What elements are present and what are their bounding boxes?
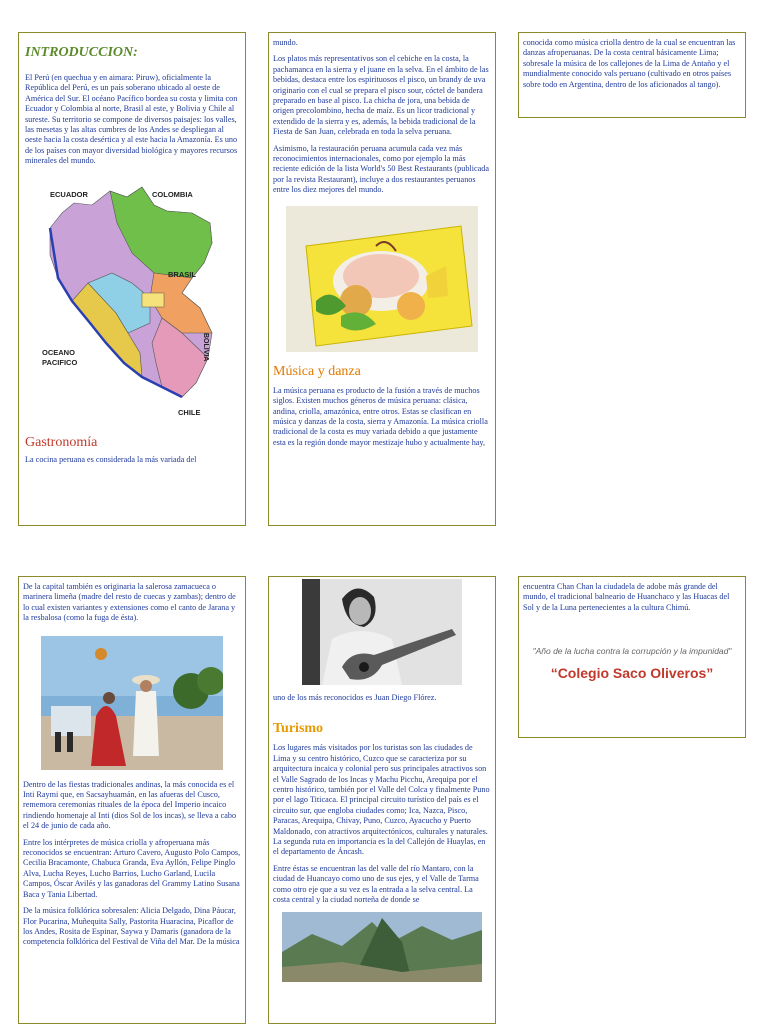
panel-turismo bbox=[268, 576, 496, 1024]
panel-introduccion bbox=[18, 32, 246, 526]
map-label-oceano: OCEANO bbox=[42, 347, 75, 357]
intro-text: El Perú (en quechua y en aimara: Piruw), oficialmente la República del Perú, es un país soberano ubicado al oeste de América del Sur. El océano Pacífico bordea su costa y limita con Ecuador y Colombia al norte, Brasil al este, y Bolivia y Chile al sureste. Su territorio se compone de diversos paisajes: los valles, las mesetas y las altas cumbres de los Andes se despliegan al oeste hacia la costa desértica y al este hacia la Amazonía. Es uno de los países con mayor diversidad biológica y mayores recursos minerales del mundo. bbox=[25, 73, 238, 166]
school-name: “Colegio Saco Oliveros” bbox=[550, 665, 714, 682]
motto-text: "Año de la lucha contra la corrupción y la impunidad" bbox=[532, 646, 732, 657]
marinera-text: De la capital también es originaria la salerosa zamacueca o marinera limeña (madre del resto de cuecas y zambas); dentro de lo cual existen variantes y extensiones como el canto de Jarana y la resbalosa (como la fuga de ésta). bbox=[23, 582, 236, 623]
continued-text: mundo. bbox=[273, 38, 298, 47]
lugares-text: Los lugares más visitados por los turistas son las ciudades de Lima y su centro histórico, Cuzco que se caracteriza por su arquitectura incaica y colonial pero sus principales atractivos son el Valle Sagrado de los Incas y Machu Picchu, Arequipa por el centro histórico, también por el Valle del Colca y finalmente Puno por el lago Titicaca. El principal circuito turístico del país es el circuito sur, que engloba ciudades como; Ica, Nazca, Pisco, Paracas, Arequipa, Chivay, Puno, Cuzco, Ayacucho y Puerto Maldonado, con atractivos arquitectónicos, culturales y naturales. La segunda ruta en importancia es la del Callejón de Huaylas, en el departamento de Áncash. bbox=[273, 743, 490, 857]
panel-fiestas bbox=[18, 576, 246, 1024]
valles-text: Entre éstas se encuentran las del valle del río Mantaro, con la ciudad de Huancayo como uno de sus ejes, y el Valle de Tarma como otro eje que a su vez es la entrada a la selva central. La costa central y la ciudad norteña de donde se bbox=[273, 863, 479, 905]
machu-picchu-image bbox=[282, 912, 482, 982]
musica-criolla-text: conocida como música criolla dentro de la cual se encuentran las danzas afroperuanas. De la costa central básicamente Lima; sobresale la música de los callejones de la Lima de Antaño y el mundialmente conocido vals peruano (cultivado en otros países sobre todo en Argentina, dentro de los aficionados al tango). bbox=[523, 38, 736, 89]
peru-map-image bbox=[32, 183, 232, 429]
folklorica-text: De la música folklórica sobresalen: Alicia Delgado, Dina Páucar, Flor Pucarina, Muñequita Sally, Pastorita Huaracina, Picaflor de los Andes, Rosita de Espinar, Saywa y Damaris (ganadora de la competencia folklórica del Festival de Viña del Mar. De la música bbox=[23, 906, 240, 947]
dance-image bbox=[41, 636, 223, 770]
ceviche-image bbox=[286, 206, 478, 352]
map-label-brasil: BRASIL bbox=[168, 269, 196, 279]
singer-guitar-image bbox=[302, 579, 462, 685]
map-label-bolivia: BOLIVIA bbox=[202, 332, 209, 362]
panel-gastronomia-musica bbox=[268, 32, 496, 526]
restauracion-text: Asimismo, la restauración peruana acumula cada vez más reconocimientos internacionales, como por ejemplo la más reciente edición de la lista World's 50 Best Restaurants (publicada por la revista Restaurant), incluye a dos restaurantes peruanos entre los diez mejores del mundo. bbox=[273, 143, 489, 195]
map-label-colombia: COLOMBIA bbox=[152, 189, 193, 199]
platos-text: Los platos más representativos son el cebiche en la costa, la pachamanca en la sierra y el juane en la selva. En el ámbito de las bebidas, destaca entre los espirituosos el pisco, un brandy de uva originario con el cual se prepara el pisco sour, cóctel de bandera preparado en base al pisco. La chicha de jora, una bebida de origen precolombino, hecha de maíz. Es un licor tradicional y extendido de la sierra y es, además, la bebida tradicional de la Fiesta de San Juan, celebrada en toda la selva peruana. bbox=[273, 54, 489, 137]
map-label-pacifico: PACIFICO bbox=[42, 357, 78, 367]
juan-diego-text: uno de los más reconocidos es Juan Diego Flórez. bbox=[273, 693, 437, 702]
map-label-chile: CHILE bbox=[178, 407, 201, 417]
heading-introduccion: INTRODUCCION: bbox=[25, 45, 138, 60]
chan-chan-text: encuentra Chan Chan la ciudadela de adobe más grande del mundo, el tradicional balneario de Huanchaco y las Huacas del Sol y de la Luna pertenecientes a la cultura Chimú. bbox=[523, 582, 730, 612]
inti-raymi-text: Dentro de las fiestas tradicionales andinas, la más conocida es el Inti Raymi que, en Sacsayhuamán, en las afueras del Cusco, rememora ceremonias rituales de la época del Imperio incaico rindiendo homenaje al Inti (dios Sol de los incas), se lleva a cabo el 24 de junio de cada año. bbox=[23, 779, 237, 831]
panel-cierre bbox=[518, 576, 746, 738]
gastronomia-text: La cocina peruana es considerada la más variada del bbox=[25, 454, 197, 464]
panel-musica-criolla bbox=[518, 32, 746, 118]
musica-text: La música peruana es producto de la fusión a través de muchos siglos. Existen muchos géneros de música peruana: clásica, andina, criolla, amazónica, entre otros. Estas se clasifican en música y danzas de la costa, sierra y Amazonía. La música criolla tradicional de la costa es muy variada debido a que justamente esta es la región donde mayor mestizaje hubo y actualmente hay, bbox=[273, 385, 488, 447]
heading-turismo: Turismo bbox=[273, 721, 324, 737]
heading-musica-danza: Música y danza bbox=[273, 363, 361, 379]
map-label-ecuador: ECUADOR bbox=[50, 189, 88, 199]
heading-gastronomia: Gastronomía bbox=[25, 434, 98, 450]
interpretes-text: Entre los intérpretes de música criolla y afroperuana más reconocidos se encuentran: Arturo Cavero, Augusto Polo Campos, Cecilia Bracamonte, Chabuca Granda, Eva Ayllón, Felipe Pinglo Alva, Lucha Reyes, Lucho Barrios, Lucho Garland, Lucila Campos, Óscar Avilés y las ganadoras del Grammy Latino Susana Baca y Tania Libertad. bbox=[23, 837, 241, 899]
